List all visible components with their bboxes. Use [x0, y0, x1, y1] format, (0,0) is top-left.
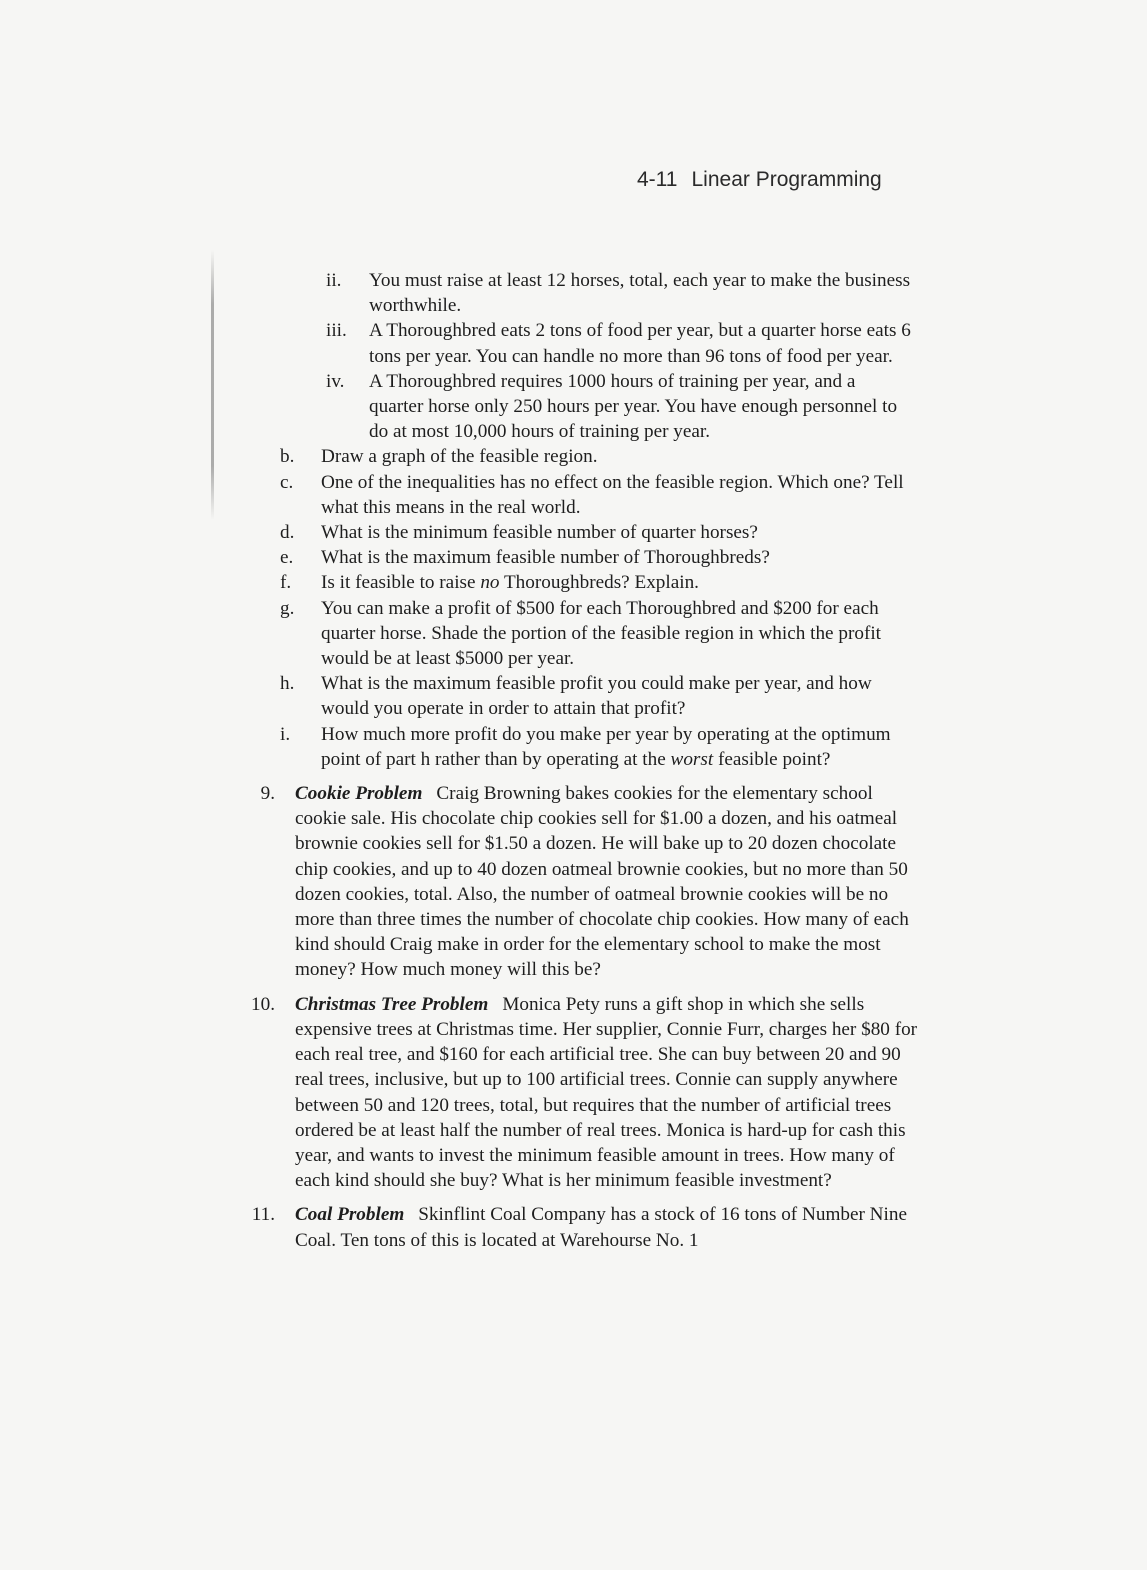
part-label: b. [280, 446, 295, 468]
problem-number: 9. [260, 783, 275, 805]
exercise-part [0, 470, 1147, 520]
part-text-start: How much more profit do you make per year by operating at the optimum point of part h rather than by operating at the [321, 723, 891, 770]
problem-title: Christmas Tree Problem [295, 993, 489, 1015]
problem-title: Coal Problem [295, 1204, 405, 1226]
exercise-part [0, 671, 1147, 721]
exercise-part [0, 520, 1147, 545]
part-text: You can make a profit of $500 for each Thoroughbred and $200 for each quarter horse. Shade the portion of the feasible region in which the profit would be at least $5000 per year. [321, 597, 881, 670]
running-header [637, 168, 882, 192]
exercise-part [0, 570, 1147, 595]
subitem [0, 369, 1147, 445]
problem-body: Skinflint Coal Company has a stock of 16 tons of Number Nine Coal. Ten tons of this is located at Warehourse No. 1 [295, 1204, 907, 1251]
emphasis: no [480, 572, 500, 594]
subitem-label: iii. [326, 320, 347, 342]
problem-text [295, 781, 920, 983]
subitem [0, 318, 1147, 368]
part-label: h. [280, 673, 295, 695]
problem-body: Craig Browning bakes cookies for the elementary school cookie sale. His chocolate chip cookies sell for $1.00 a dozen, and his oatmeal brownie cookies sell for $1.50 a dozen. He will bake up to 20 dozen chocolate chip cookies, and up to 40 dozen oatmeal brownie cookies, but no more than 50 dozen cookies, total. Also, the number of oatmeal brownie cookies will be no more than three times the number of chocolate chip cookies. How many of each kind should Craig make in order for the elementary school to make the most money? How much money will this be? [295, 783, 909, 981]
part-text-end: feasible point? [713, 748, 831, 770]
problem-11 [0, 1202, 1147, 1252]
problem-text [295, 992, 920, 1194]
part-text [321, 722, 916, 772]
problem-number: 11. [251, 1204, 275, 1226]
part-text [321, 570, 916, 595]
part-text-end: Thoroughbreds? Explain. [499, 572, 699, 594]
part-label: d. [280, 522, 295, 544]
subitem-text: You must raise at least 12 horses, total, each year to make the business worthwhile. [369, 270, 911, 317]
part-text: What is the maximum feasible number of Thoroughbreds? [321, 547, 770, 569]
emphasis: worst [670, 748, 714, 770]
part-label: f. [280, 572, 292, 594]
problem-9 [0, 781, 1147, 983]
subitem [0, 268, 1147, 318]
part-text: Draw a graph of the feasible region. [321, 446, 598, 468]
exercise-part [0, 444, 1147, 469]
exercise-part [0, 722, 1147, 772]
part-label: g. [280, 597, 295, 619]
subitem-label: iv. [326, 370, 345, 392]
part-text: What is the minimum feasible number of quarter horses? [321, 522, 758, 544]
part-text: One of the inequalities has no effect on the feasible region. Which one? Tell what this means in the real world. [321, 471, 904, 518]
part-text-start: Is it feasible to raise [321, 572, 481, 594]
problem-title: Cookie Problem [295, 783, 423, 805]
subitem-label: ii. [326, 270, 342, 291]
part-label: i. [280, 723, 291, 745]
part-label: e. [280, 547, 294, 569]
subitem-text: A Thoroughbred requires 1000 hours of training per year, and a quarter horse only 250 hours per year. You have enough personnel to do at most 10,000 hours of training per year. [369, 370, 898, 443]
chapter-title: Linear Programming [691, 168, 882, 191]
problem-number: 10. [251, 993, 275, 1015]
page-number: 4-11 [637, 168, 678, 191]
part-text: What is the maximum feasible profit you could make per year, and how would you operate in order to attain that profit? [321, 673, 872, 720]
problem-10 [0, 992, 1147, 1194]
page-body [0, 268, 1147, 1253]
exercise-part [0, 545, 1147, 570]
exercise-part [0, 596, 1147, 672]
subitem-text: A Thoroughbred eats 2 tons of food per year, but a quarter horse eats 6 tons per year. You can handle no more than 96 tons of food per year. [369, 320, 911, 367]
problem-body: Monica Pety runs a gift shop in which she sells expensive trees at Christmas time. Her supplier, Connie Furr, charges her $80 for each real tree, and $160 for each artificial tree. She can buy between 20 and 90 real trees, inclusive, but up to 100 artificial trees. Connie can supply anywhere between 50 and 120 trees, total, but requires that the number of artificial trees ordered be at least half the number of real trees. Monica is hard-up for cash this year, and wants to invest the minimum feasible amount in trees. How many of each kind should she buy? What is her minimum feasible investment? [295, 993, 918, 1192]
part-label: c. [280, 471, 294, 493]
problem-text [295, 1202, 920, 1252]
